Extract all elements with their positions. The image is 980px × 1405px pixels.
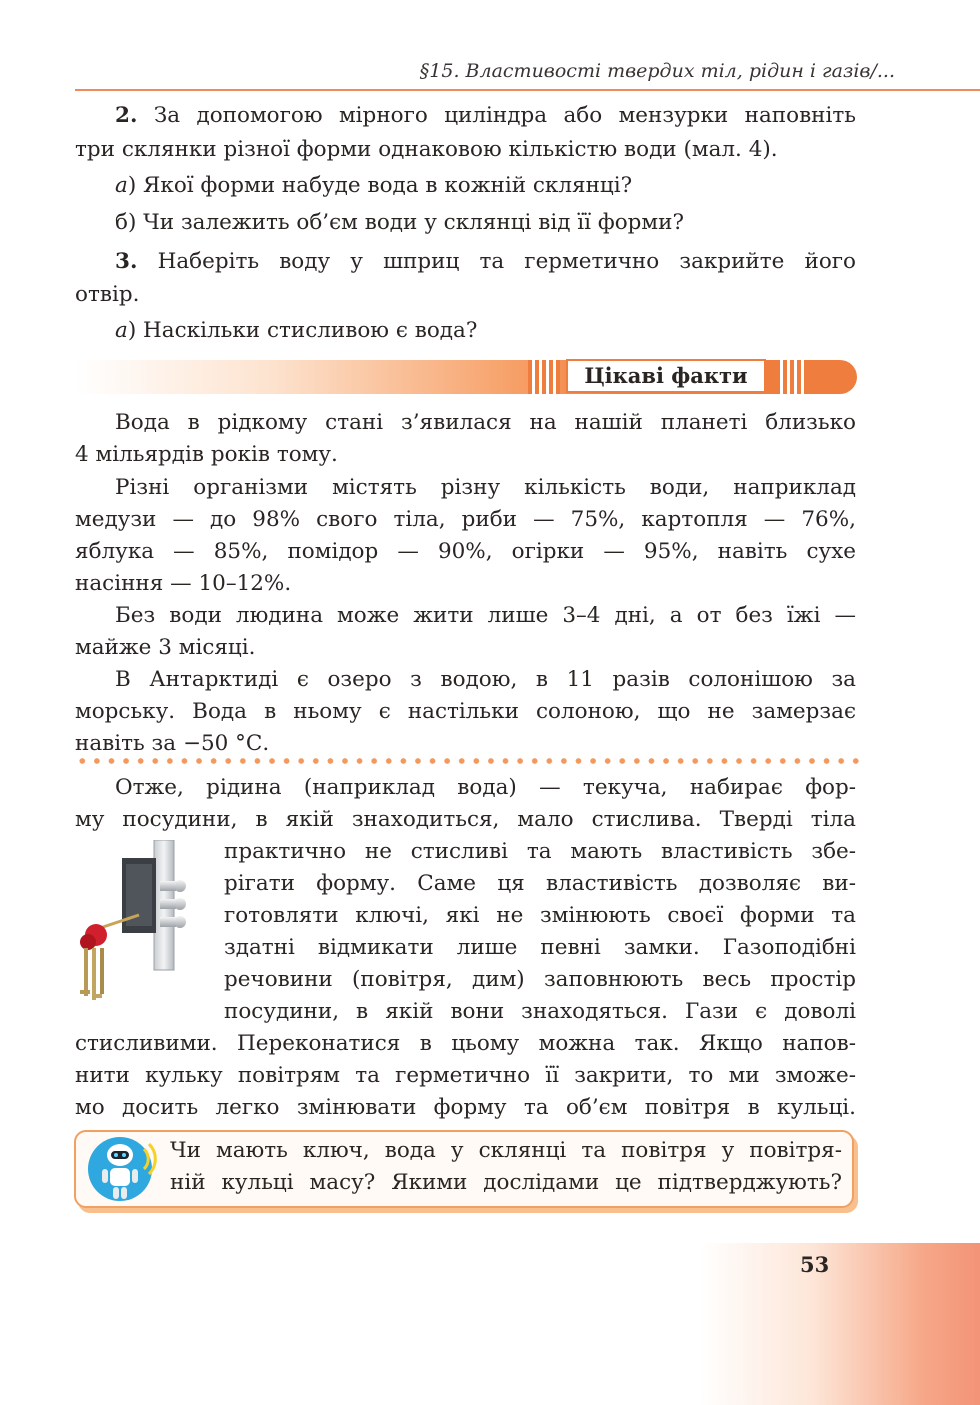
- task-2-number: 2.: [115, 103, 138, 128]
- body-line-1: Отже, рідина (наприклад вода) — текуча, набирає фор-: [115, 775, 856, 800]
- fact-2-line-3: яблука — 85%, помідор — 90%, огірки — 95%, навіть сухе: [75, 539, 856, 564]
- task-3-number: 3.: [115, 249, 138, 274]
- task-3-line-1: [75, 246, 856, 278]
- fact-4-line-3: навіть за −50 °С.: [75, 731, 270, 756]
- task-2a-mark: а: [115, 173, 128, 198]
- fact-2-line-2: медузи — до 98% свого тіла, риби — 75%, картопля — 76%,: [75, 507, 856, 532]
- task-3a-mark: а: [115, 318, 128, 343]
- body-line-8: посудини, в якій вони знаходяться. Гази є доволі: [224, 999, 856, 1024]
- page-number: 53: [800, 1252, 830, 1277]
- header-rule: [75, 89, 980, 91]
- task-2a-text: ) Якої форми набуде вода в кожній склянці?: [127, 173, 633, 198]
- running-header: §15. Властивості твердих тіл, рідин і газів/...: [419, 60, 895, 82]
- task-3-line-2: отвір.: [75, 282, 140, 307]
- task-3a: [115, 315, 477, 347]
- door-lock-illustration: [74, 840, 209, 1015]
- body-line-5: готовляти ключі, які не змінюють своєї форми та: [224, 903, 856, 928]
- fact-3-line-1: Без води людина може жити лише 3–4 дні, а от без їжі —: [115, 603, 856, 628]
- task-3a-text: ) Наскільки стисливою є вода?: [127, 318, 478, 343]
- body-line-2: му посудини, в якій знаходиться, мало стислива. Тверді тіла: [75, 807, 856, 832]
- body-line-10: нити кульку повітрям та герметично її закрити, то ми зможе-: [75, 1063, 856, 1088]
- fact-4-line-1: В Антарктиді є озеро з водою, в 11 разів солонішою за: [115, 667, 856, 692]
- task-2-line-1: [75, 100, 856, 132]
- fact-3-line-2: майже 3 місяці.: [75, 635, 256, 660]
- body-line-3: практично не стисливі та мають властивість збе-: [224, 839, 856, 864]
- page-corner-decoration: [700, 1243, 980, 1405]
- robot-icon: [86, 1131, 162, 1207]
- question-line-2: ній кульці масу? Якими дослідами це підтверджують?: [170, 1170, 842, 1195]
- body-line-7: речовини (повітря, дим) заповнюють весь простір: [224, 967, 856, 992]
- fact-2-line-1: Різні організми містять різну кількість води, наприклад: [115, 475, 856, 500]
- body-line-4: рігати форму. Саме ця властивість дозволяє ви-: [224, 871, 856, 896]
- fact-1-line-1: Вода в рідкому стані з’явилася на нашій планеті близько: [115, 410, 856, 435]
- banner-stripes-left: [528, 360, 560, 394]
- body-line-9: стисливими. Переконатися в цьому можна так. Якщо напов-: [75, 1031, 856, 1056]
- fact-2-line-4: насіння — 10–12%.: [75, 571, 292, 596]
- task-2-line-2: три склянки різної форми однаковою кількістю води (мал. 4).: [75, 137, 778, 162]
- task-3-text-1: Наберіть воду у шприц та герметично закрийте його: [157, 249, 856, 274]
- body-line-11: мо досить легко змінювати форму та об’єм повітря в кульці.: [75, 1095, 856, 1120]
- facts-banner-label: Цікаві факти: [566, 359, 766, 393]
- task-2-text-1: За допомогою мірного циліндра або мензурки наповніть: [153, 103, 856, 128]
- banner-stripes-right: [776, 360, 808, 394]
- task-2b: б) Чи залежить об’єм води у склянці від її форми?: [115, 210, 684, 235]
- question-line-1: Чи мають ключ, вода у склянці та повітря у повітря-: [170, 1138, 842, 1163]
- dotted-divider: [75, 757, 860, 765]
- fact-1-line-2: 4 мільярдів років тому.: [75, 442, 338, 467]
- fact-4-line-2: морську. Вода в ньому є настільки солоною, що не замерзає: [75, 699, 856, 724]
- body-line-6: здатні відмикати лише певні замки. Газоподібні: [224, 935, 856, 960]
- task-2a: [115, 170, 632, 202]
